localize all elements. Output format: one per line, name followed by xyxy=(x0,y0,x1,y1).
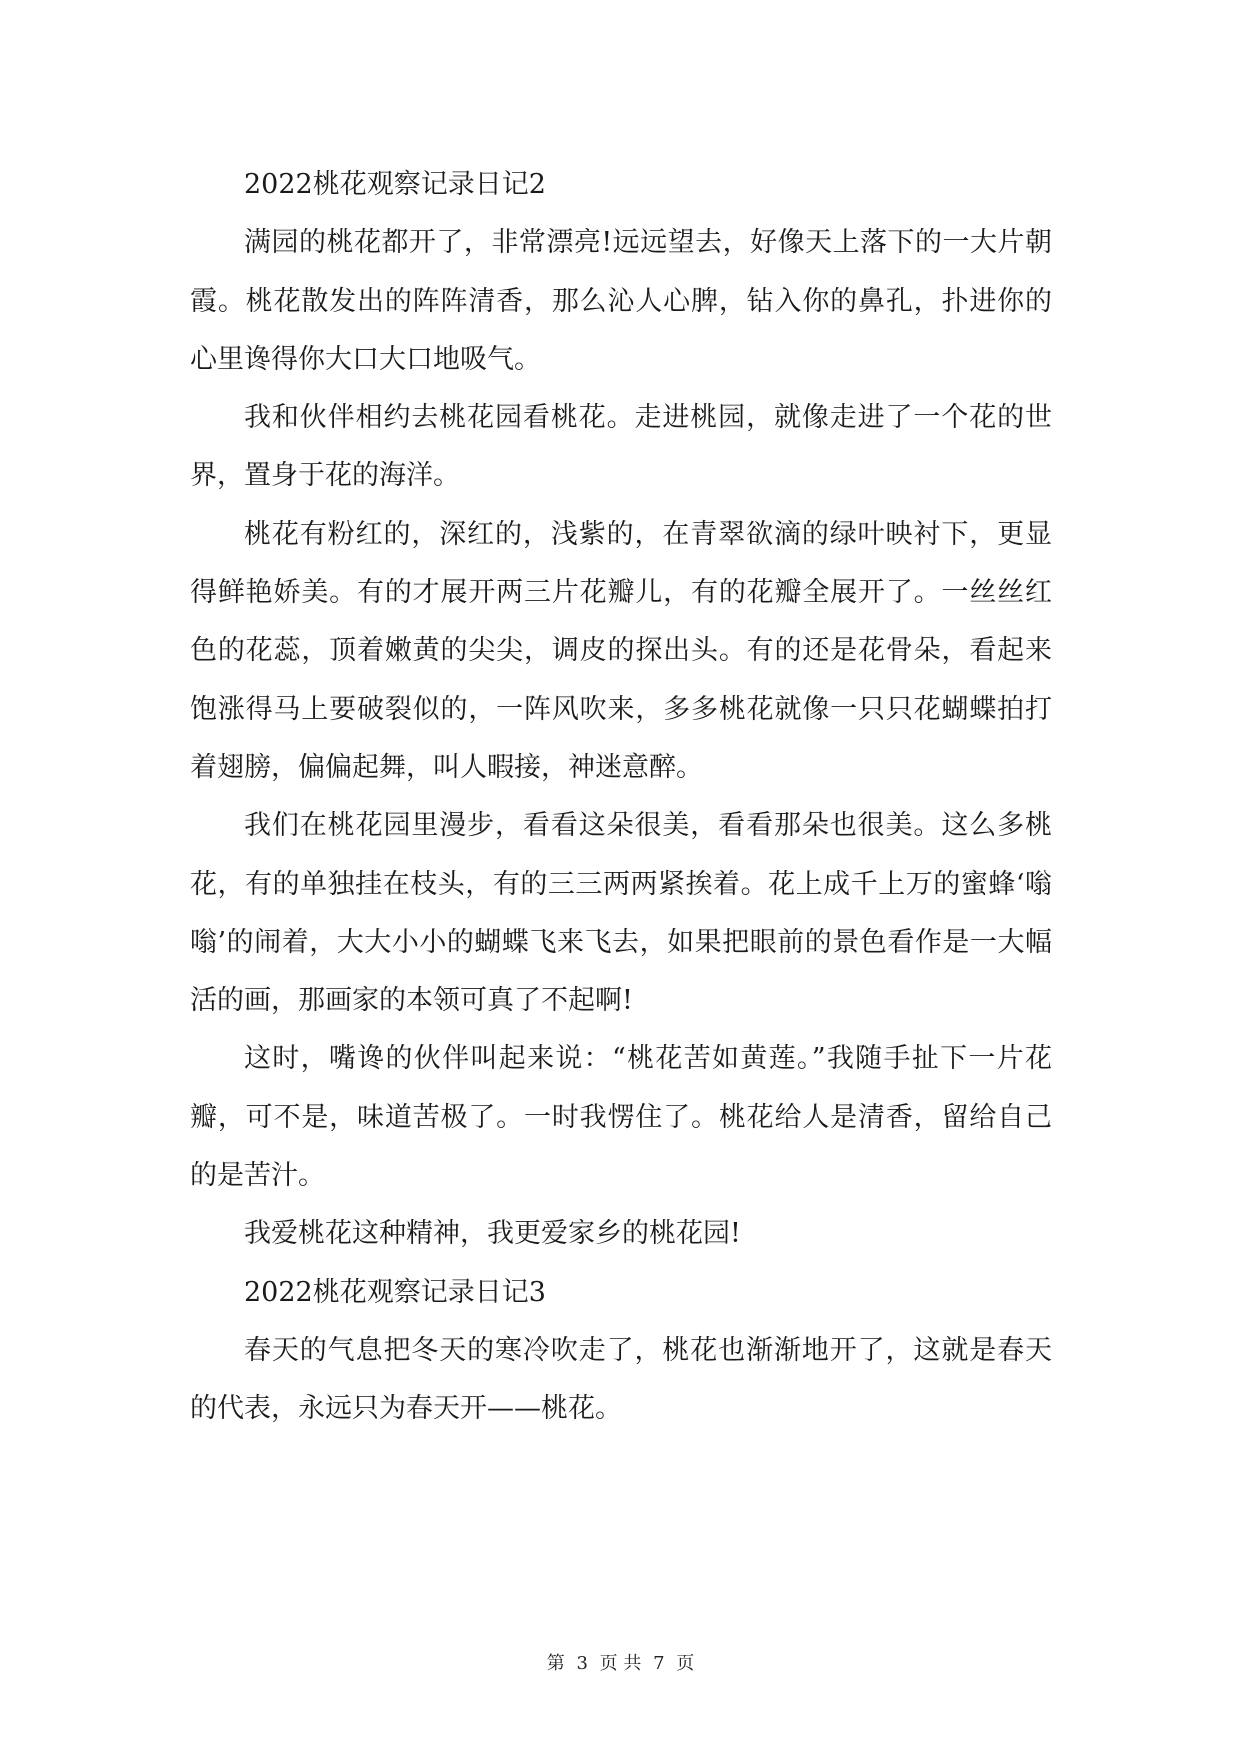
section-heading-diary-2: 2022桃花观察记录日记2 xyxy=(244,169,546,200)
paragraph: 我和伙伴相约去桃花园看桃花。走进桃园，就像走进了一个花的世界，置身于花的海洋。 xyxy=(190,402,1052,492)
page-footer xyxy=(0,1652,1241,1676)
paragraph: 满园的桃花都开了，非常漂亮!远远望去，好像天上落下的一大片朝霞。桃花散发出的阵阵清香，那么沁人心脾，钻入你的鼻孔，扑进你的心里谗得你大口大口地吸气。 xyxy=(190,227,1052,375)
section-heading-diary-3: 2022桃花观察记录日记3 xyxy=(244,1276,546,1308)
footer-prefix: 第 xyxy=(546,1653,565,1674)
document-body xyxy=(190,156,1052,1439)
current-page-number: 3 xyxy=(576,1653,588,1674)
paragraph: 桃花有粉红的，深红的，浅紫的，在青翠欲滴的绿叶映衬下，更显得鲜艳娇美。有的才展开两三片花瓣儿，有的花瓣全展开了。一丝丝红色的花蕊，顶着嫩黄的尖尖，调皮的探出头。有的还是花骨朵，看起来饱涨得马上要破裂似的，一阵风吹来，多多桃花就像一只只花蝴蝶拍打着翅膀，偏偏起舞，叫人暇接，神迷意醉。 xyxy=(190,518,1052,783)
paragraph: 我爱桃花这种精神，我更爱家乡的桃花园! xyxy=(244,1218,741,1250)
paragraph: 这时，嘴谗的伙伴叫起来说：“桃花苦如黄莲。”我随手扯下一片花瓣，可不是，味道苦极了。一时我愣住了。桃花给人是清香，留给自己的是苦汁。 xyxy=(190,1043,1052,1192)
paragraph: 春天的气息把冬天的寒冷吹走了，桃花也渐渐地开了，这就是春天的代表，永远只为春天开——桃花。 xyxy=(190,1334,1052,1425)
footer-suffix: 页 xyxy=(676,1653,695,1674)
paragraph: 我们在桃花园里漫步，看看这朵很美，看看那朵也很美。这么多桃花，有的单独挂在枝头，有的三三两两紧挨着。花上成千上万的蜜蜂‘嗡嗡’的闹着，大大小小的蝴蝶飞来飞去，如果把眼前的景色看作是一大幅活的画，那画家的本领可真了不起啊! xyxy=(190,810,1052,1017)
total-pages-number: 7 xyxy=(653,1653,665,1674)
footer-middle: 页 共 xyxy=(599,1653,642,1674)
